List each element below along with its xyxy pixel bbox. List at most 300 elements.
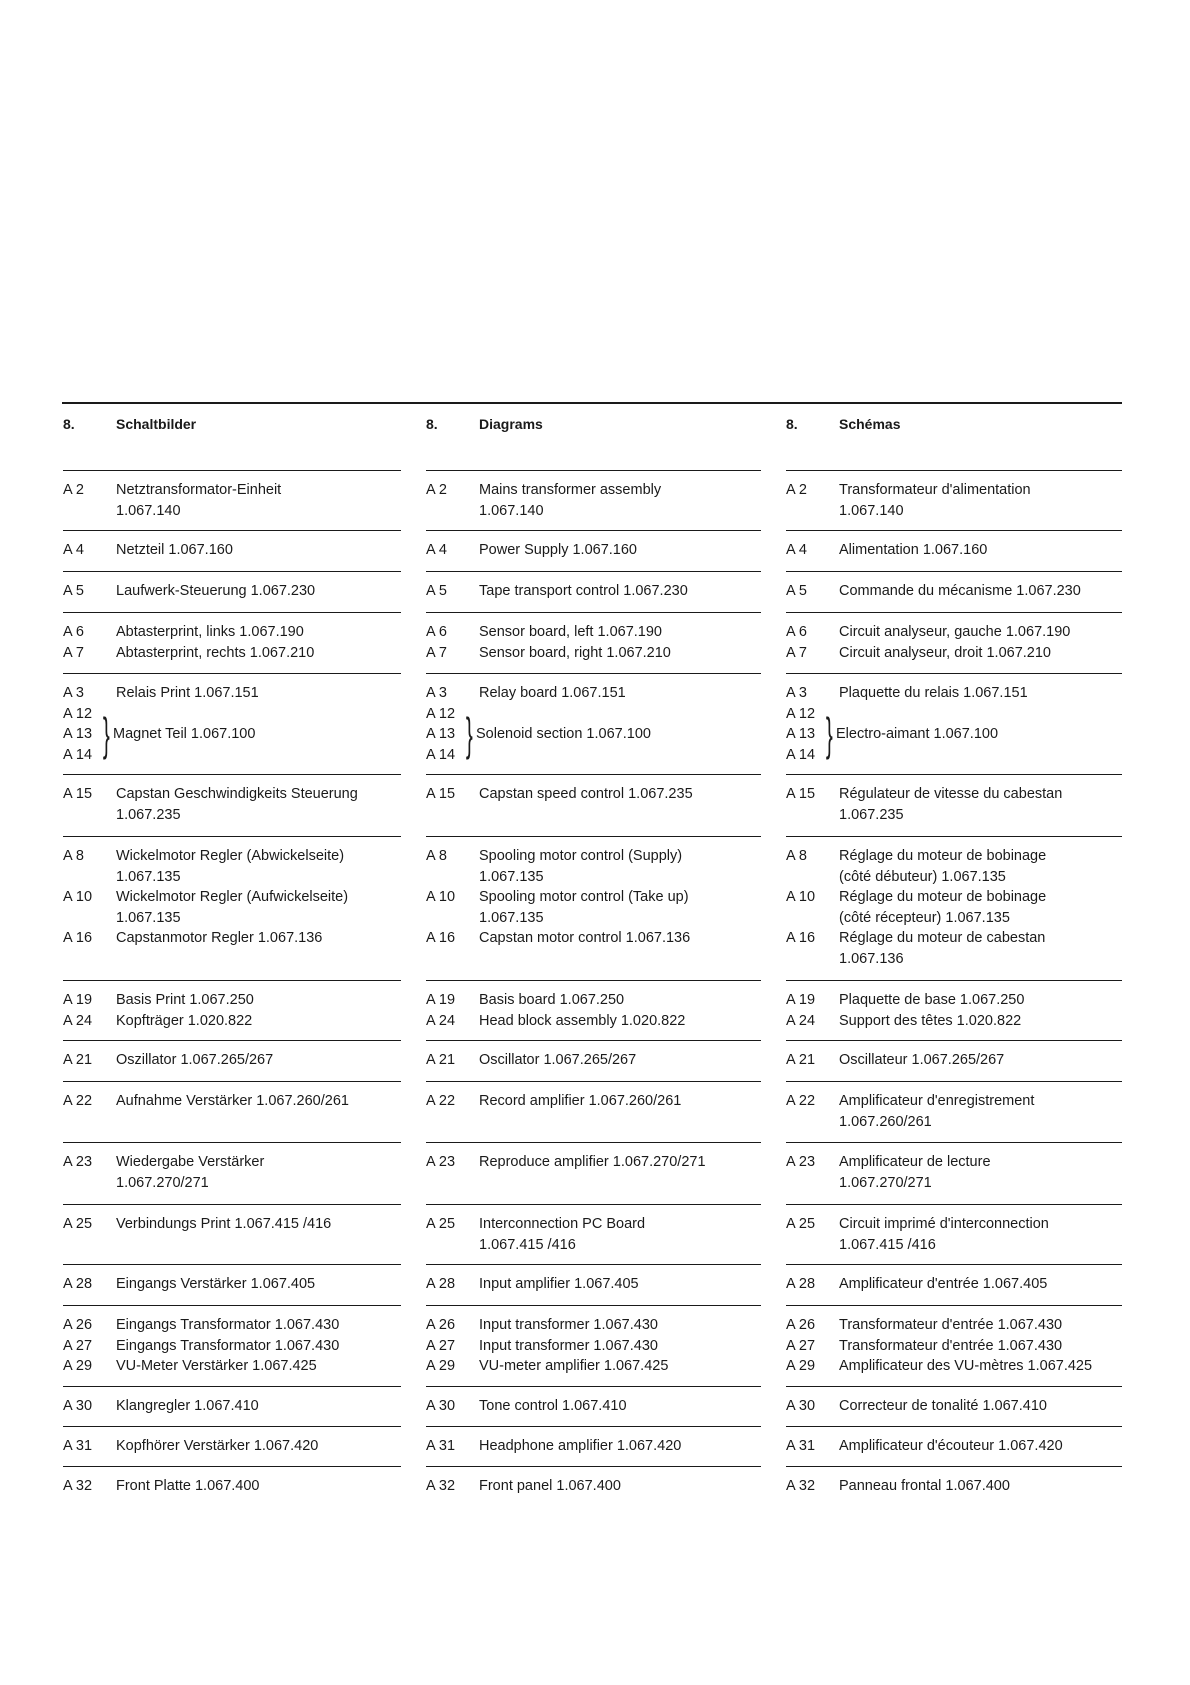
diagram-entry <box>786 1264 1122 1305</box>
board-code: A 26 <box>786 1317 816 1333</box>
section-number: 8. <box>63 416 75 432</box>
entry-text: Amplificateur des VU-mètres 1.067.425 <box>839 1358 1093 1374</box>
diagram-entry <box>63 774 401 836</box>
entry-row <box>426 846 761 887</box>
diagram-entry <box>63 470 401 530</box>
entry-text: Réglage du moteur de cabestan <box>839 930 1046 946</box>
entry-row <box>426 1214 761 1255</box>
entry-text: 1.067.415 /416 <box>839 1236 936 1253</box>
board-code: A 16 <box>63 930 93 946</box>
entry-row <box>426 1274 761 1295</box>
entry-text: Abtasterprint, links 1.067.190 <box>116 624 304 640</box>
entry-text: Headphone amplifier 1.067.420 <box>479 1438 682 1454</box>
board-code: A 3 <box>426 685 447 701</box>
entry-text: 1.067.140 <box>479 502 544 519</box>
entry-row <box>63 1356 401 1377</box>
entry-row <box>63 1336 401 1357</box>
entry-row <box>426 622 761 643</box>
entry-text: (côté récepteur) 1.067.135 <box>839 909 1010 926</box>
entry-row <box>426 1396 761 1417</box>
entry-row <box>63 1396 401 1417</box>
entry-row <box>426 990 761 1011</box>
board-code: A 30 <box>63 1398 93 1414</box>
diagram-entry <box>426 1081 761 1142</box>
entry-text: Amplificateur de lecture <box>839 1154 991 1170</box>
entry-text: Support des têtes 1.020.822 <box>839 1012 1022 1029</box>
entry-row <box>786 928 1122 969</box>
entry-text: 1.067.270/271 <box>839 1174 932 1191</box>
entry-text: Solenoid section 1.067.100 <box>476 726 651 742</box>
diagram-entry <box>426 1466 761 1506</box>
diagram-entry <box>426 774 761 836</box>
entry-row <box>426 784 761 805</box>
entry-text: Abtasterprint, rechts 1.067.210 <box>116 644 315 661</box>
entry-text: Capstan Geschwindigkeits Steuerung <box>116 786 358 802</box>
entry-row <box>63 1214 401 1235</box>
board-code: A 25 <box>426 1216 456 1232</box>
board-code: A 10 <box>63 889 93 905</box>
board-code: A 12 <box>63 705 93 722</box>
entry-row <box>786 1356 1122 1377</box>
diagram-entry <box>786 1466 1122 1506</box>
entry-text: Transformateur d'entrée 1.067.430 <box>839 1337 1063 1354</box>
board-code: A 2 <box>426 482 447 498</box>
entry-text: Eingangs Verstärker 1.067.405 <box>116 1276 316 1292</box>
entry-row <box>63 1436 401 1457</box>
entry-text: Amplificateur d'enregistrement <box>839 1093 1035 1109</box>
diagram-entry <box>63 1386 401 1426</box>
entry-text: Eingangs Transformator 1.067.430 <box>116 1317 340 1333</box>
diagram-entry <box>786 1426 1122 1466</box>
diagram-entry <box>426 1204 761 1264</box>
section-title: Schémas <box>839 416 901 432</box>
diagram-entry <box>63 1426 401 1466</box>
board-code: A 25 <box>63 1216 93 1232</box>
diagram-entry <box>63 1081 401 1142</box>
board-code: A 4 <box>786 542 807 558</box>
entry-row <box>786 887 1122 928</box>
board-code: A 10 <box>426 889 456 905</box>
entry-row <box>63 1011 401 1032</box>
entry-text: Eingangs Transformator 1.067.430 <box>116 1337 340 1354</box>
column-french <box>786 404 1122 1506</box>
entry-text: Spooling motor control (Supply) <box>479 848 683 864</box>
entry-row <box>426 887 761 928</box>
entry-row <box>786 1336 1122 1357</box>
entry-row <box>426 1436 761 1457</box>
entry-text: Interconnection PC Board <box>479 1216 646 1232</box>
brace-glyph: } <box>825 708 833 761</box>
entry-row <box>63 1152 401 1193</box>
diagram-entry <box>426 980 761 1040</box>
entry-row <box>786 480 1122 521</box>
entry-row <box>63 990 401 1011</box>
board-code: A 30 <box>426 1398 456 1414</box>
diagram-entry <box>426 530 761 571</box>
board-code: A 22 <box>786 1093 816 1109</box>
entry-row <box>63 846 401 887</box>
board-code: A 22 <box>426 1093 456 1109</box>
entry-row <box>786 1315 1122 1336</box>
board-code: A 26 <box>426 1317 456 1333</box>
entry-text: Laufwerk-Steuerung 1.067.230 <box>116 583 316 599</box>
diagram-entry <box>426 470 761 530</box>
entry-row <box>63 784 401 825</box>
board-code: A 14 <box>786 746 816 763</box>
entry-text: Plaquette de base 1.067.250 <box>839 992 1025 1008</box>
board-code: A 3 <box>786 685 807 701</box>
entry-row <box>63 540 401 561</box>
entry-row <box>786 1011 1122 1032</box>
section-title: Diagrams <box>479 416 543 432</box>
entry-row <box>63 480 401 521</box>
entry-text: Transformateur d'entrée 1.067.430 <box>839 1317 1063 1333</box>
entry-text: Record amplifier 1.067.260/261 <box>479 1093 682 1109</box>
entry-text: Circuit analyseur, gauche 1.067.190 <box>839 624 1071 640</box>
entry-text: Capstan motor control 1.067.136 <box>479 930 691 946</box>
entry-text: Oscillateur 1.067.265/267 <box>839 1052 1005 1068</box>
board-code: A 14 <box>63 746 93 763</box>
diagram-entry <box>786 774 1122 836</box>
diagram-entry <box>63 1040 401 1081</box>
entry-text: Power Supply 1.067.160 <box>479 542 637 558</box>
entry-text: Head block assembly 1.020.822 <box>479 1012 686 1029</box>
diagram-entry <box>63 1204 401 1264</box>
board-code: A 25 <box>786 1216 816 1232</box>
entry-text: VU-Meter Verstärker 1.067.425 <box>116 1358 317 1374</box>
entry-row <box>786 581 1122 602</box>
entry-row <box>426 1091 761 1112</box>
entry-text: Amplificateur d'écouteur 1.067.420 <box>839 1438 1063 1454</box>
section-number: 8. <box>426 416 438 432</box>
entry-row <box>426 1050 761 1071</box>
section-heading <box>63 404 401 470</box>
diagram-entry <box>63 1466 401 1506</box>
entry-text: 1.067.135 <box>479 868 544 885</box>
board-code: A 7 <box>786 644 807 661</box>
section-heading <box>426 404 761 470</box>
diagram-entry <box>63 1305 401 1386</box>
entry-text: Mains transformer assembly <box>479 482 662 498</box>
entry-row <box>786 622 1122 643</box>
board-code: A 23 <box>426 1154 456 1170</box>
entry-text: 1.067.415 /416 <box>479 1236 576 1253</box>
board-code: A 12 <box>426 705 456 722</box>
entry-text: Circuit imprimé d'interconnection <box>839 1216 1049 1232</box>
entry-text: Reproduce amplifier 1.067.270/271 <box>479 1154 706 1170</box>
entry-row <box>786 1091 1122 1132</box>
entry-text: Panneau frontal 1.067.400 <box>839 1478 1010 1494</box>
board-code: A 32 <box>426 1478 456 1494</box>
board-code: A 28 <box>63 1276 93 1292</box>
entry-text: 1.067.235 <box>116 806 181 823</box>
entry-text: Oszillator 1.067.265/267 <box>116 1052 274 1068</box>
entry-row <box>63 887 401 928</box>
entry-row <box>426 683 761 704</box>
diagram-entry <box>786 470 1122 530</box>
diagram-entry <box>426 1386 761 1426</box>
entry-row <box>63 643 401 664</box>
entry-text: Input transformer 1.067.430 <box>479 1317 658 1333</box>
board-code: A 28 <box>426 1276 456 1292</box>
entry-row <box>786 1050 1122 1071</box>
entry-row <box>426 1356 761 1377</box>
diagram-entry <box>426 571 761 612</box>
entry-text: Wiedergabe Verstärker <box>116 1154 265 1170</box>
diagram-entry <box>786 1081 1122 1142</box>
entry-text: Netztransformator-Einheit <box>116 482 282 498</box>
diagram-entry <box>426 836 761 980</box>
brace-glyph: } <box>465 708 473 761</box>
entry-row <box>426 1152 761 1173</box>
board-code: A 21 <box>426 1052 456 1068</box>
board-code: A 6 <box>63 624 84 640</box>
entry-row <box>786 1152 1122 1193</box>
entry-text: Input transformer 1.067.430 <box>479 1337 658 1354</box>
board-code: A 31 <box>426 1438 456 1454</box>
entry-row <box>426 1476 761 1497</box>
entry-row <box>786 990 1122 1011</box>
entry-text: 1.067.135 <box>116 909 181 926</box>
column-german <box>63 404 401 1506</box>
diagram-entry <box>786 1142 1122 1204</box>
entry-text: Capstanmotor Regler 1.067.136 <box>116 930 323 946</box>
entry-text: 1.067.140 <box>839 502 904 519</box>
entry-row <box>63 622 401 643</box>
entry-text: 1.067.135 <box>116 868 181 885</box>
diagram-entry <box>786 571 1122 612</box>
entry-row <box>426 1011 761 1032</box>
grouped-entry <box>63 704 401 766</box>
entry-text: Relais Print 1.067.151 <box>116 685 259 701</box>
entry-text: VU-meter amplifier 1.067.425 <box>479 1358 669 1374</box>
diagram-entry <box>426 673 761 774</box>
entry-text: Régulateur de vitesse du cabestan <box>839 786 1063 802</box>
entry-row <box>63 928 401 949</box>
entry-text: 1.067.235 <box>839 806 904 823</box>
entry-text: Front Platte 1.067.400 <box>116 1478 260 1494</box>
entry-row <box>786 683 1122 704</box>
board-code: A 32 <box>63 1478 93 1494</box>
diagram-entry <box>786 1386 1122 1426</box>
entry-text: Alimentation 1.067.160 <box>839 542 988 558</box>
entry-text: 1.067.140 <box>116 502 181 519</box>
entry-row <box>63 1274 401 1295</box>
board-code: A 23 <box>63 1154 93 1170</box>
board-code: A 32 <box>786 1478 816 1494</box>
entry-row <box>63 1315 401 1336</box>
diagram-entry <box>786 673 1122 774</box>
diagram-entry <box>426 1426 761 1466</box>
entry-text: Kopfhörer Verstärker 1.067.420 <box>116 1438 319 1454</box>
entry-row <box>786 643 1122 664</box>
board-code: A 19 <box>63 992 93 1008</box>
board-code: A 13 <box>426 726 456 742</box>
board-code: A 8 <box>426 848 447 864</box>
diagram-entry <box>786 980 1122 1040</box>
board-code: A 15 <box>63 786 93 802</box>
section-heading <box>786 404 1122 470</box>
entry-row <box>63 1050 401 1071</box>
board-code: A 5 <box>63 583 84 599</box>
entry-text: Réglage du moteur de bobinage <box>839 848 1047 864</box>
board-code: A 24 <box>63 1012 93 1029</box>
board-code: A 28 <box>786 1276 816 1292</box>
entry-text: Commande du mécanisme 1.067.230 <box>839 583 1081 599</box>
diagram-entry <box>426 1264 761 1305</box>
board-code: A 26 <box>63 1317 93 1333</box>
board-code: A 13 <box>786 726 816 742</box>
board-code: A 19 <box>426 992 456 1008</box>
diagram-entry <box>786 1040 1122 1081</box>
board-code: A 13 <box>63 726 93 742</box>
diagram-entry <box>63 836 401 980</box>
diagram-entry <box>63 571 401 612</box>
board-code: A 2 <box>786 482 807 498</box>
entry-text: Amplificateur d'entrée 1.067.405 <box>839 1276 1048 1292</box>
entry-text: Klangregler 1.067.410 <box>116 1398 259 1414</box>
entry-text: Wickelmotor Regler (Aufwickelseite) <box>116 889 349 905</box>
entry-text: Input amplifier 1.067.405 <box>479 1276 639 1292</box>
entry-text: Capstan speed control 1.067.235 <box>479 786 693 802</box>
section-title: Schaltbilder <box>116 416 197 432</box>
entry-text: Magnet Teil 1.067.100 <box>113 726 256 742</box>
board-code: A 21 <box>786 1052 816 1068</box>
board-code: A 27 <box>786 1337 816 1354</box>
entry-text: Plaquette du relais 1.067.151 <box>839 685 1028 701</box>
grouped-entry <box>426 704 761 766</box>
board-code: A 19 <box>786 992 816 1008</box>
entry-text: 1.067.260/261 <box>839 1113 932 1130</box>
entry-text: Kopfträger 1.020.822 <box>116 1012 253 1029</box>
board-code: A 16 <box>426 930 456 946</box>
grouped-entry <box>786 704 1122 766</box>
column-english <box>426 404 761 1506</box>
board-code: A 23 <box>786 1154 816 1170</box>
entry-text: Front panel 1.067.400 <box>479 1478 621 1494</box>
board-code: A 31 <box>63 1438 93 1454</box>
entry-text: 1.067.136 <box>839 950 904 967</box>
board-code: A 6 <box>426 624 447 640</box>
diagram-entry <box>63 612 401 673</box>
entry-text: Electro-aimant 1.067.100 <box>836 726 999 742</box>
board-code: A 2 <box>63 482 84 498</box>
entry-row <box>426 643 761 664</box>
entry-row <box>63 1091 401 1112</box>
entry-row <box>426 1336 761 1357</box>
entry-row <box>426 540 761 561</box>
diagram-entry <box>786 836 1122 980</box>
diagram-entry <box>426 612 761 673</box>
brace-glyph: } <box>102 708 110 761</box>
diagram-entry <box>63 980 401 1040</box>
board-code: A 24 <box>426 1012 456 1029</box>
board-code: A 15 <box>426 786 456 802</box>
entry-row <box>786 784 1122 825</box>
entry-text: Correcteur de tonalité 1.067.410 <box>839 1398 1047 1414</box>
entry-row <box>426 1315 761 1336</box>
entry-text: Verbindungs Print 1.067.415 /416 <box>116 1216 332 1232</box>
board-code: A 27 <box>426 1337 456 1354</box>
diagram-entry <box>63 673 401 774</box>
entry-text: Netzteil 1.067.160 <box>116 542 233 558</box>
entry-row <box>426 480 761 521</box>
diagram-entry <box>426 1040 761 1081</box>
board-code: A 3 <box>63 685 84 701</box>
diagram-entry <box>786 530 1122 571</box>
entry-text: Circuit analyseur, droit 1.067.210 <box>839 644 1051 661</box>
entry-row <box>786 1396 1122 1417</box>
diagram-entry <box>63 1142 401 1204</box>
entry-text: 1.067.270/271 <box>116 1174 209 1191</box>
board-code: A 31 <box>786 1438 816 1454</box>
entry-row <box>786 846 1122 887</box>
section-number: 8. <box>786 416 798 432</box>
board-code: A 5 <box>426 583 447 599</box>
diagram-entry <box>786 612 1122 673</box>
board-code: A 5 <box>786 583 807 599</box>
entry-row <box>426 928 761 949</box>
board-code: A 15 <box>786 786 816 802</box>
entry-row <box>63 683 401 704</box>
entry-text: Sensor board, right 1.067.210 <box>479 644 671 661</box>
entry-row <box>786 1436 1122 1457</box>
board-code: A 29 <box>786 1358 816 1374</box>
entry-row <box>786 540 1122 561</box>
entry-text: Basis Print 1.067.250 <box>116 992 254 1008</box>
board-code: A 4 <box>426 542 447 558</box>
diagram-entry <box>63 1264 401 1305</box>
entry-text: Spooling motor control (Take up) <box>479 889 689 905</box>
board-code: A 14 <box>426 746 456 763</box>
board-code: A 16 <box>786 930 816 946</box>
board-code: A 8 <box>786 848 807 864</box>
diagram-entry <box>786 1305 1122 1386</box>
entry-text: Réglage du moteur de bobinage <box>839 889 1047 905</box>
entry-text: Tape transport control 1.067.230 <box>479 583 688 599</box>
board-code: A 29 <box>63 1358 93 1374</box>
entry-text: Transformateur d'alimentation <box>839 482 1031 498</box>
board-code: A 6 <box>786 624 807 640</box>
board-code: A 24 <box>786 1012 816 1029</box>
diagram-entry <box>63 530 401 571</box>
entry-row <box>786 1476 1122 1497</box>
board-code: A 7 <box>426 644 447 661</box>
board-code: A 8 <box>63 848 84 864</box>
board-code: A 7 <box>63 644 84 661</box>
board-code: A 4 <box>63 542 84 558</box>
entry-text: Aufnahme Verstärker 1.067.260/261 <box>116 1093 349 1109</box>
entry-row <box>786 1214 1122 1255</box>
entry-text: Basis board 1.067.250 <box>479 992 625 1008</box>
entry-text: Sensor board, left 1.067.190 <box>479 624 662 640</box>
board-code: A 10 <box>786 889 816 905</box>
diagram-entry <box>786 1204 1122 1264</box>
board-code: A 21 <box>63 1052 93 1068</box>
diagram-entry <box>426 1305 761 1386</box>
entry-row <box>786 1274 1122 1295</box>
board-code: A 30 <box>786 1398 816 1414</box>
entry-text: Oscillator 1.067.265/267 <box>479 1052 637 1068</box>
entry-row <box>63 581 401 602</box>
board-code: A 29 <box>426 1358 456 1374</box>
board-code: A 12 <box>786 705 816 722</box>
board-code: A 22 <box>63 1093 93 1109</box>
diagram-entry <box>426 1142 761 1204</box>
entry-text: 1.067.135 <box>479 909 544 926</box>
entry-text: (côté débuteur) 1.067.135 <box>839 868 1006 885</box>
entry-row <box>63 1476 401 1497</box>
